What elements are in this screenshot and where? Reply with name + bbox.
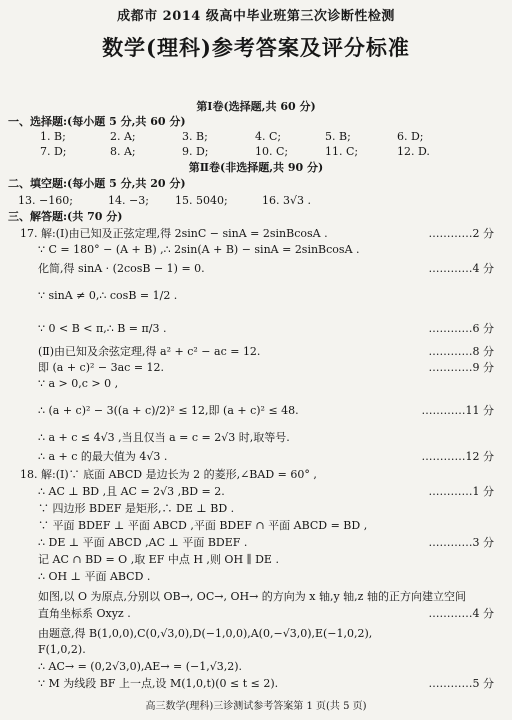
solution-line: ∴ (a + c)² − 3((a + c)/2)² ≤ 12,即 (a + c)² ≤ 48.: [38, 404, 299, 417]
solution-line: 由题意,得 B(1,0,0),C(0,√3,0),D(−1,0,0),A(0,−√3,0),E(−1,0,2),: [38, 627, 373, 640]
score-mark: …………5 分: [428, 677, 494, 690]
answer-item: 10. C;: [255, 145, 289, 158]
answer-item: 9. D;: [182, 145, 209, 158]
solution-line: 直角坐标系 Oxyz .: [38, 607, 131, 620]
fill-answer-item: 13. −160;: [18, 194, 73, 207]
score-mark: …………4 分: [428, 607, 494, 620]
answer-item: 2. A;: [110, 130, 136, 143]
score-mark: …………4 分: [428, 262, 494, 275]
solve-section-heading: 三、解答题:(共 70 分): [8, 210, 123, 223]
answer-item: 12. D.: [397, 145, 430, 158]
solution-line: ∴ OH ⊥ 平面 ABCD .: [38, 570, 151, 583]
solution-line: (Ⅱ)由已知及余弦定理,得 a² + c² − ac = 12.: [38, 345, 261, 358]
score-mark: …………8 分: [428, 345, 494, 358]
answer-item: 6. D;: [397, 130, 424, 143]
solution-line: 即 (a + c)² − 3ac = 12.: [38, 361, 165, 374]
exam-subtitle: 成都市 2014 级高中毕业班第三次诊断性检测: [117, 9, 395, 24]
solution-line: ∴ AC→ = (0,2√3,0),AE→ = (−1,√3,2).: [38, 660, 243, 673]
solution-line: 化简,得 sinA · (2cosB − 1) = 0.: [38, 262, 205, 275]
score-mark: …………6 分: [428, 322, 494, 335]
solution-line: ∴ AC ⊥ BD ,且 AC = 2√3 ,BD = 2.: [38, 485, 225, 498]
solution-line: ∵ 平面 BDEF ⊥ 平面 ABCD ,平面 BDEF ∩ 平面 ABCD = BD ,: [38, 519, 368, 532]
solution-line: ∴ DE ⊥ 平面 ABCD ,AC ⊥ 平面 BDEF .: [38, 536, 248, 549]
answer-item: 3. B;: [182, 130, 208, 143]
score-mark: …………1 分: [428, 485, 494, 498]
score-mark: …………11 分: [421, 404, 494, 417]
part2-title: 第Ⅱ卷(非选择题,共 90 分): [188, 161, 324, 174]
solution-line: 18. 解:(Ⅰ)∵ 底面 ABCD 是边长为 2 的菱形,∠BAD = 60° ,: [20, 468, 317, 481]
solution-line: 17. 解:(Ⅰ)由已知及正弦定理,得 2sinC − sinA = 2sinBcosA .: [20, 227, 328, 240]
choice-section-heading: 一、选择题:(每小题 5 分,共 60 分): [8, 115, 186, 128]
answer-item: 7. D;: [40, 145, 67, 158]
fill-answer-item: 15. 5040;: [175, 194, 228, 207]
page-footer: 高三数学(理科)三诊测试参考答案第 1 页(共 5 页): [145, 701, 367, 712]
part1-title: 第Ⅰ卷(选择题,共 60 分): [196, 100, 316, 113]
solution-line: ∵ 四边形 BDEF 是矩形,∴ DE ⊥ BD .: [38, 502, 235, 515]
solution-line: 记 AC ∩ BD = O ,取 EF 中点 H ,则 OH ∥ DE .: [38, 553, 279, 566]
fill-section-heading: 二、填空题:(每小题 5 分,共 20 分): [8, 177, 186, 190]
solution-line: ∴ a + c 的最大值为 4√3 .: [38, 450, 168, 463]
fill-answer-item: 14. −3;: [108, 194, 149, 207]
solution-line: 如图,以 O 为原点,分别以 OB→, OC→, OH→ 的方向为 x 轴,y 轴,z 轴的正方向建立空间: [38, 590, 466, 603]
answer-item: 4. C;: [255, 130, 282, 143]
solution-line: ∵ 0 < B < π,∴ B = π/3 .: [38, 322, 167, 335]
answer-item: 5. B;: [325, 130, 351, 143]
score-mark: …………9 分: [428, 361, 494, 374]
solution-line: ∴ a + c ≤ 4√3 ,当且仅当 a = c = 2√3 时,取等号.: [38, 431, 290, 444]
fill-answer-item: 16. 3√3 .: [262, 194, 311, 207]
answer-item: 8. A;: [110, 145, 136, 158]
score-mark: …………2 分: [428, 227, 494, 240]
solution-line: ∵ M 为线段 BF 上一点,设 M(1,0,t)(0 ≤ t ≤ 2).: [38, 677, 279, 690]
solution-line: F(1,0,2).: [38, 643, 86, 656]
page-title: 数学(理科)参考答案及评分标准: [102, 35, 410, 60]
solution-line: ∵ C = 180° − (A + B) ,∴ 2sin(A + B) − sinA = 2sinBcosA .: [38, 243, 360, 256]
answer-item: 1. B;: [40, 130, 66, 143]
answer-item: 11. C;: [325, 145, 359, 158]
solution-line: ∵ a > 0,c > 0 ,: [38, 377, 119, 390]
score-mark: …………3 分: [428, 536, 494, 549]
solution-line: ∵ sinA ≠ 0,∴ cosB = 1/2 .: [38, 289, 178, 302]
score-mark: …………12 分: [421, 450, 494, 463]
